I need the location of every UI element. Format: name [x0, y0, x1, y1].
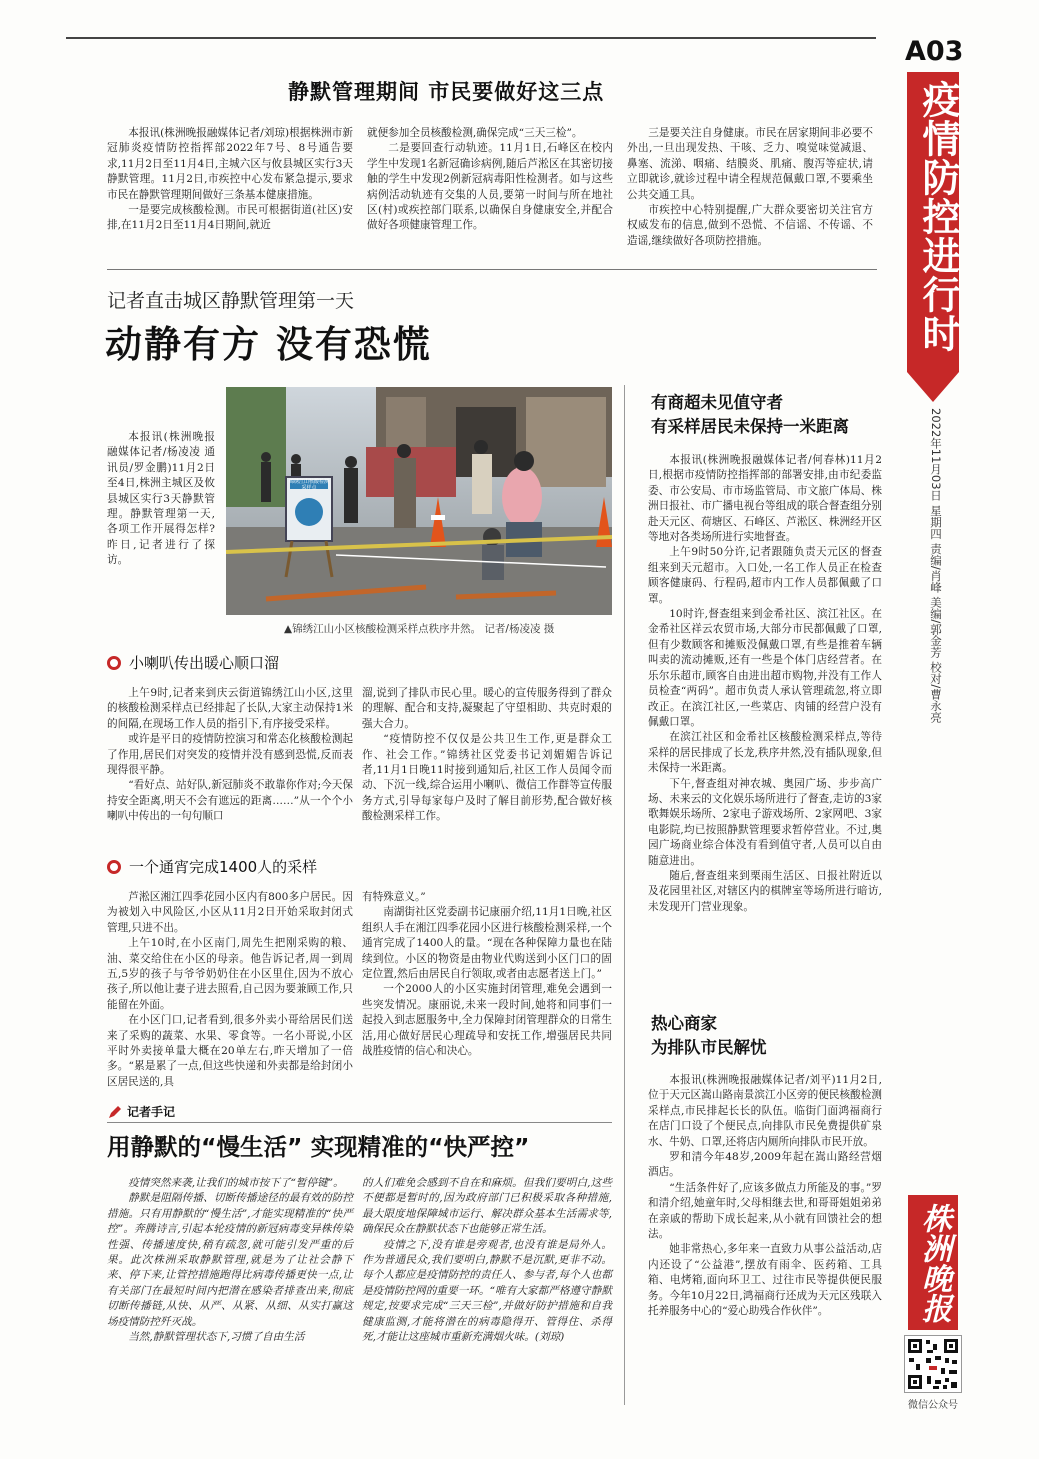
commentary-paragraph: 当然,静默管理状态下,习惯了自由生活 [128, 1331, 305, 1344]
top-article-paragraph: 二是要回查行动轨迹。11月1日,石峰区在校内学生中发现1名新冠确诊病例,随后芦淞区在其密切接触的学生中发现2例新冠病毒阳性检测者。如与这些病例活动轨迹有交集的人员,要第一时间与所在地社区(村)或疾控部门联系,以确保自身健康安全,并配合做好各项健康管理工作。 [367, 142, 613, 232]
top-rule [66, 37, 876, 39]
sub1-col1 [107, 686, 353, 836]
commentary-paragraph: 疫情突然来袭,让我们的城市按下了“暂停键”。 [128, 1177, 344, 1189]
main-article-title: 动静有方 没有恐慌 [105, 323, 432, 366]
article-paragraph: 一个2000人的小区实施封闭管理,难免会遇到一些突发情况。康丽说,未来一段时间,她将和同事们一起投入到志愿服务中,全力保障封闭管理群众的日常生活,用心做好居民心理疏导和安抚工作,增强居民共同战胜疫情的信心和决心。 [362, 983, 612, 1058]
commentary-title: 用静默的“慢生活” 实现精准的“快严控” [107, 1133, 530, 1161]
photo-caption: ▲锦绣江山小区核酸检测采样点秩序井然。 记者/杨凌凌 摄 [284, 623, 555, 635]
right-paragraph: 下午,督查组对神农城、奥园广场、步步高广场、未来云的文化娱乐场所进行了督查,走访的3家歌舞娱乐场所、2家电子游戏场所、2家网吧、3家电影院,均已按照静默管理要求暂停营业。不过,奥园广场商业综合体没有看到值守者,人员可以自由随意进出。 [648, 777, 882, 867]
photo-sign-text: 锦绣江山核酸检测采样点 [288, 479, 329, 491]
qr-caption: 微信公众号 [908, 1400, 958, 1411]
article-paragraph: 南湖街社区党委副书记康丽介绍,11月1日晚,社区组织人手在湘江四季花园小区进行核酸检测采样,一个通宵完成了1400人的量。“现在各种保障力量也在陆续到位。小区的物资是由物业代购送到小区门口的固定位置,然后由居民自行领取,或者由志愿者送上门。” [362, 906, 612, 981]
subheading-text: 小喇叭传出暖心顺口溜 [129, 654, 280, 672]
bullet-ring-icon [107, 860, 121, 874]
article-paragraph: 或许是平日的疫情防控演习和常态化核酸检测起了作用,居民们对突发的疫情并没有感到恐慌,反而表现得很平静。 [107, 733, 353, 777]
logo-text: 株洲晚报 [916, 1202, 951, 1323]
commentary-col2 [362, 1176, 612, 1406]
sub1-col2 [362, 686, 612, 836]
section-divider [107, 269, 877, 270]
right-article1-title2: 有采样居民未保持一米距离 [651, 417, 849, 436]
page-number: A03 [905, 36, 964, 67]
article-paragraph: 有特殊意义。” [362, 891, 426, 903]
section-title: 疫情防控进行时 [916, 80, 960, 353]
section-banner [907, 72, 959, 402]
right-paragraph: 上午9时50分许,记者跟随负责天元区的督查组来到天元超市。入口处,一名工作人员正在检查顾客健康码、行程码,超市内工作人员都佩戴了口罩。 [648, 546, 882, 605]
article-paragraph: “看好点、站好队,新冠肺炎不敢靠你作对;今天保持安全距离,明天不会有遮远的距离……”从一个个小喇叭中传出的一句句顺口 [107, 779, 353, 823]
news-photo-illustration [226, 387, 612, 615]
article-paragraph: 上午9时,记者来到庆云街道锦绣江山小区,这里的核酸检测采样点已经排起了长队,大家主动保持1米的间隔,在现场工作人员的指引下,有序接受采样。 [107, 687, 353, 730]
commentary-rule [107, 1122, 612, 1123]
lead-paragraph: 本报讯(株洲晚报融媒体记者/杨凌凌 通讯员/罗金鹏)11月2日至4日,株洲主城区及攸县城区实行3天静默管理。静默管理第一天,各项工作开展得怎样?昨日,记者进行了探访。 [107, 431, 215, 567]
top-article-col2 [367, 126, 613, 260]
commentary-paragraph: 的人们难免会感到不自在和麻烦。但我们要明白,这些不便都是暂时的,因为政府部门已积极采取各种措施,最大限度地保障城市运行、解决群众基本生活需求等,确保民众在静默状态下也能够正常生活。 [362, 1177, 612, 1236]
sub2-col1 [107, 890, 353, 1095]
right-paragraph: 本报讯(株洲晚报融媒体记者/刘平)11月2日,位于天元区嵩山路南景滨江小区旁的便民核酸检测采样点,市民排起长长的队伍。临街门面鸿福商行在店门口设了个便民点,向排队市民免费提供矿泉水、牛奶、口罩,还将店内厕所向排队市民开放。 [648, 1074, 882, 1148]
right-article1-body [648, 453, 882, 968]
commentary-paragraph: 静默是阻隔传播、切断传播途径的最有效的防控措施。只有用静默的“慢生活”,才能实现精准的“快严控”。奔腾诗言,引起本轮疫情的新冠病毒变异株传染性强、传播速度快,稍有疏忽,就可能引发严重的后果。此次株洲采取静默管理,就是为了让社会静下来、停下来,让管控措施跑得比病毒传播更快一点,让有关部门在最短时间内把潜在感染者排查出来,彻底切断传播链,从快、从严、从紧、从细、从实打赢这场疫情防控歼灭战。 [107, 1192, 353, 1328]
main-article-lead [107, 430, 215, 610]
top-article-paragraph: 本报讯(株洲晚报融媒体记者/刘琼)根据株洲市新冠肺炎疫情防控指挥部2022年7号、8号通告要求,11月2日至11月4日,主城六区与攸县城区实行3天静默管理。11月2日,市疾控中心发布紧急提示,要求市民在静默管理期间做好三条基本健康措施。 [107, 127, 353, 201]
article-paragraph: 在小区门口,记者看到,很多外卖小哥给居民们送来了采购的蔬菜、水果、零食等。一名小哥说,小区平时外卖接单量大概在20单左右,昨天增加了一倍多。“累是累了一点,但这些快递和外卖都是给封闭小区居民送的,具 [107, 1014, 353, 1088]
commentary-tag-text: 记者手记 [127, 1105, 176, 1119]
article-paragraph: “疫情防控不仅仅是公共卫生工作,更是群众工作、社会工作。”锦绣社区党委书记刘媚媚告诉记者,11月1日晚11时接到通知后,社区工作人员闻令而动、下沉一线,综合运用小喇叭、微信工作群等宣传服务方式,引导每家每户及时了解目前形势,配合做好核酸检测采样工作。 [362, 733, 612, 823]
right-paragraph: 罗和清今年48岁,2009年起在嵩山路经营烟酒店。 [648, 1151, 882, 1179]
subheading-loudspeaker [107, 652, 279, 673]
right-paragraph: 10时许,督查组来到金希社区、滨江社区。在金希社区祥云农贸市场,大部分市民都佩戴了口罩,但有少数顾客和摊贩没佩戴口罩,有些是推着车辆叫卖的流动摊贩,还有一些是个体门店经营者。在乐尔乐超市,顾客自由进出超市购物,并没有工作人员检查“两码”。超市负责人承认管理疏忽,将立即改正。在滨江社区,一些菜店、肉铺的经营户没有佩戴口罩。 [648, 608, 882, 728]
article-paragraph: 溜,说到了排队市民心里。暖心的宣传服务得到了群众的理解、配合和支持,凝聚起了守望相助、共克时艰的强大合力。 [362, 687, 612, 730]
qr-code [904, 1335, 962, 1393]
right-paragraph: “生活条件好了,应该多做点力所能及的事。”罗和清介绍,她童年时,父母相继去世,和哥哥姐姐弟弟在亲戚的帮助下成长起来,从小就有回馈社会的想法。 [648, 1181, 882, 1241]
bullet-ring-icon [107, 656, 121, 670]
right-article2-title1: 热心商家 [651, 1014, 717, 1033]
news-photo [226, 387, 612, 615]
pen-icon [107, 1104, 123, 1120]
top-article-title: 静默管理期间 市民要做好这三点 [288, 80, 605, 104]
main-article-kicker: 记者直击城区静默管理第一天 [107, 290, 355, 312]
right-article1-title1: 有商超未见值守者 [651, 393, 783, 412]
qr-code-pattern [905, 1336, 961, 1392]
column-divider [624, 385, 625, 1405]
commentary-tag [107, 1103, 175, 1120]
top-article-paragraph: 一是要完成核酸检测。市民可根据街道(社区)安排,在11月2日至11月4日期间,就近 [107, 204, 353, 232]
newspaper-logo [908, 1195, 958, 1330]
right-paragraph: 在滨江社区和金希社区核酸检测采样点,等待采样的居民排成了长龙,秩序井然,没有插队现象,但未保持一米距离。 [648, 731, 882, 775]
right-article2-title2: 为排队市民解忧 [651, 1038, 767, 1057]
commentary-paragraph: 疫情之下,没有谁是旁观者,也没有谁是局外人。作为普通民众,我们要明白,静默不是沉默,更非不动。每个人都应是疫情防控的责任人、参与者,每个人也都是疫情防控网的重要一环。“唯有大家都严格遵守静默规定,按要求完成“三天三检”,并做好防护措施和自我健康监测,才能将潜在的病毒隐得开、管得住、杀得死,才能让这座城市重新充满烟火味。(刘琼) [362, 1238, 612, 1344]
right-paragraph: 她非常热心,多年来一直致力从事公益活动,店内还设了“公益港”,摆放有雨伞、医药箱、工具箱、电烤箱,面向环卫工、过往市民等提供便民服务。今年10月22日,鸿福商行还成为天元区残联入托养服务中心的“爱心助残合作伙伴”。 [648, 1243, 882, 1318]
right-paragraph: 本报讯(株洲晚报融媒体记者/何春林)11月2日,根据市疫情防控指挥部的部署安排,由市纪委监委、市公安局、市市场监管局、市文旅广体局、株洲日报社、市广播电视台等组成的联合督查组分别赴天元区、荷塘区、石峰区、芦淞区、株洲经开区等地对各类场所进行实地督查。 [648, 454, 882, 544]
commentary-col1 [107, 1176, 353, 1406]
subheading-overnight [107, 856, 317, 877]
right-paragraph: 随后,督查组来到栗雨生活区、日报社附近以及花园里社区,对辖区内的棋牌室等场所进行暗访,未发现开门营业现象。 [648, 869, 882, 913]
subheading-text: 一个通宵完成1400人的采样 [129, 858, 318, 876]
top-article-col3 [627, 126, 873, 260]
top-article-paragraph: 三是要关注自身健康。市民在居家期间非必要不外出,一旦出现发热、干咳、乏力、嗅觉味觉减退、鼻塞、流涕、咽痛、结膜炎、肌痛、腹泻等症状,请立即就诊,就诊过程中请全程规范佩戴口罩,不要乘坐公共交通工具。 [627, 127, 873, 201]
top-article-paragraph: 就便参加全员核酸检测,确保完成“三天三检”。 [367, 127, 583, 139]
top-article-col1 [107, 126, 353, 260]
article-paragraph: 上午10时,在小区南门,周先生把刚采购的粮、油、菜交给住在小区的母亲。他告诉记者,周一到周五,5岁的孩子与爷爷奶奶住在小区里住,因为不放心孩子,所以他让妻子进去照看,自己因为要兼顾工作,只能留在外面。 [107, 937, 353, 1011]
date-line: 2022年11月03日 星期四 责编/肖峰 美编/郭金芳 校对/曹永亮 [929, 408, 943, 723]
right-article2-body [648, 1073, 882, 1388]
sub2-col2 [362, 890, 612, 1095]
article-paragraph: 芦淞区湘江四季花园小区内有800多户居民。因为被划入中风险区,小区从11月2日开始采取封闭式管理,只进不出。 [107, 891, 353, 934]
top-article-paragraph: 市疾控中心特别提醒,广大群众要密切关注官方权威发布的信息,做到不恐慌、不信谣、不传谣、不造谣,继续做好各项防控措施。 [627, 204, 873, 247]
